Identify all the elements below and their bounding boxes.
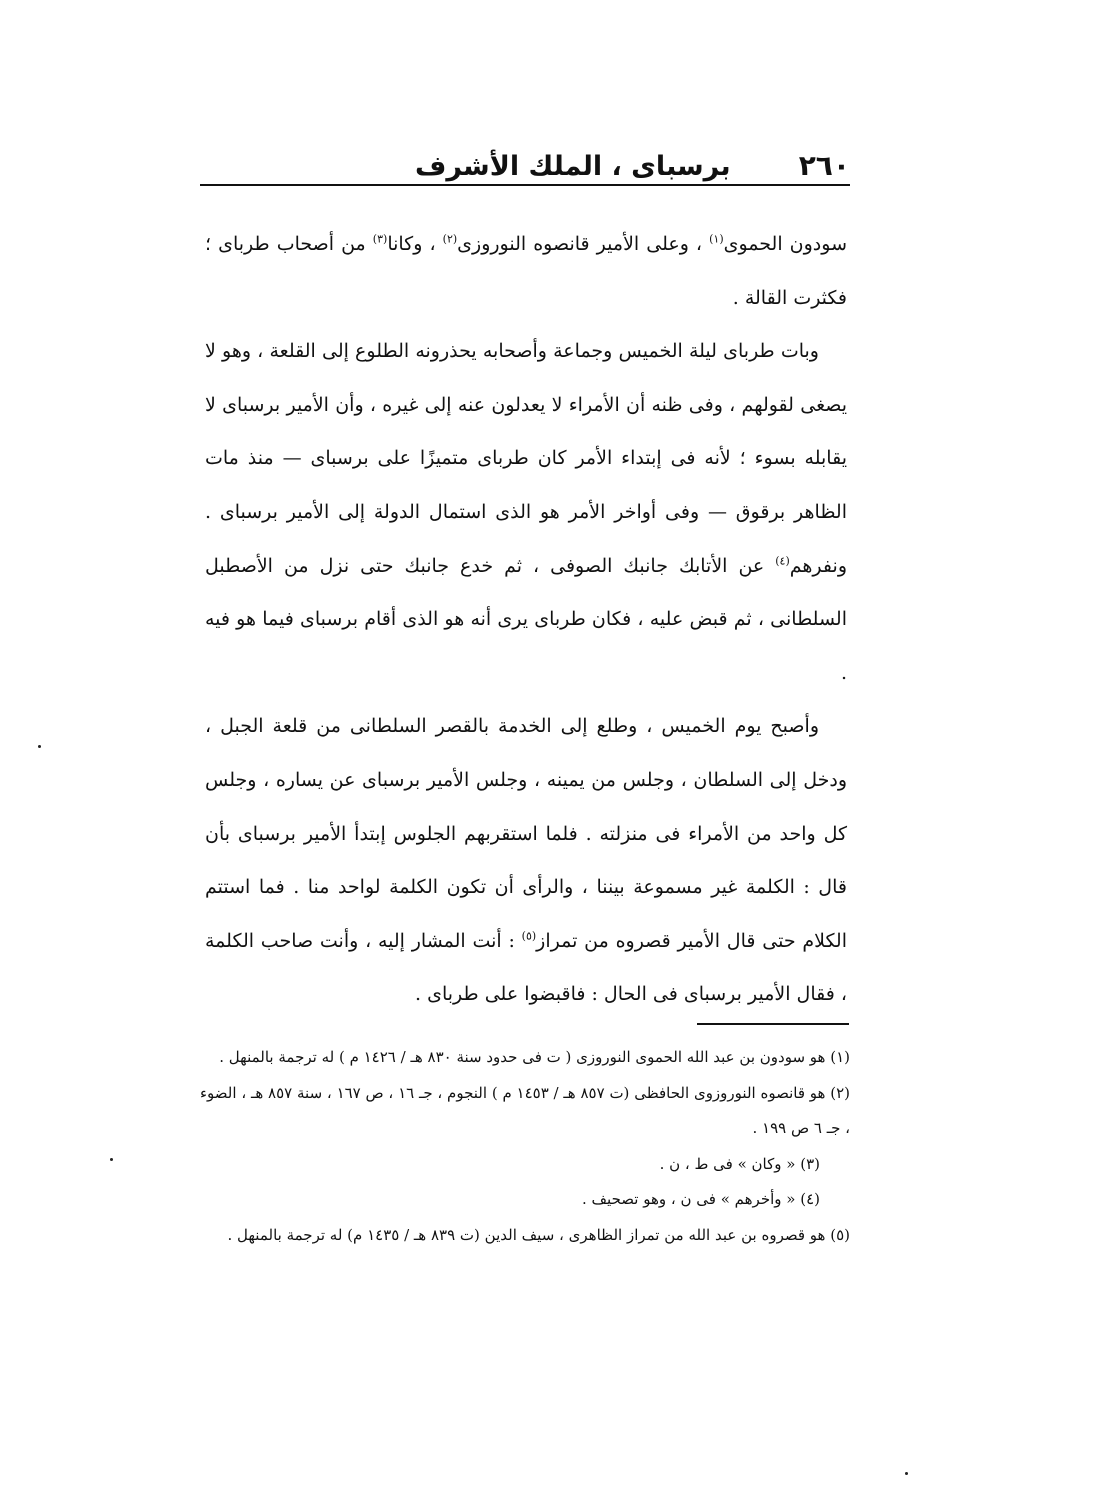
header-rule xyxy=(200,184,850,186)
footnotes xyxy=(200,1040,850,1254)
page-number: ٢٦٠ xyxy=(798,149,850,182)
scan-speck xyxy=(38,745,41,748)
scan-speck xyxy=(110,1158,113,1161)
footnote-3: (٣) « وكان » فى ط ، ن . xyxy=(659,1154,820,1173)
footnote-marker-5: (٥) xyxy=(521,929,537,943)
body-text-span: من أصحاب طرباى ؛ فكثرت القالة . xyxy=(205,233,847,309)
footnote-separator xyxy=(697,1023,849,1025)
footnote-marker-3: (٣) xyxy=(372,232,388,246)
body-text-span: عن الأتابك جانبك الصوفى ، ثم خدع جانبك حتى نزل من الأصطبل السلطانى ، ثم قبض عليه ، فكان طرباى يرى أنه هو الذى أقام برسباى فيما هو فيه . xyxy=(205,554,847,684)
body-text-span: وبات طرباى ليلة الخميس وجماعة وأصحابه يحذرونه الطلوع إلى القلعة ، وهو لا يصغى لقولهم ، وفى ظنه أن الأمراء لا يعدلون عنه إلى غيره ، وأن الأمير برسباى لا يقابله بسوء ؛ لأنه فى إبتداء الأمر كان طرباى متميزًا على برسباى — منذ مات الظاهر برقوق — وفى أواخر الأمر هو الذى استمال الدولة إلى الأمير برسباى . ونفرهم xyxy=(205,340,847,577)
main-text xyxy=(205,218,847,1022)
footnote-marker-4: (٤) xyxy=(775,554,790,568)
footnote-marker-1: (١) xyxy=(709,232,724,246)
running-head: برسباى ، الملك الأشرف xyxy=(415,151,731,182)
body-text-span: ، وكانا xyxy=(387,233,443,255)
body-text-span: سودون الحموى xyxy=(723,233,848,255)
footnote-2: (٢) هو قانصوه النوروزوى الحافظى (ت ٨٥٧ هـ / ١٤٥٣ م ) النجوم ، جـ ١٦ ، ص ١٦٧ ، سنة ٨٥٧ هـ ، الضوء ، جـ ٦ ص ١٩٩ . xyxy=(200,1083,850,1138)
body-text-span: ، وعلى الأمير قانصوه النوروزى xyxy=(457,233,710,255)
footnote-4: (٤) « وأخرهم » فى ن ، وهو تصحيف . xyxy=(581,1190,820,1209)
scan-speck xyxy=(905,1472,908,1475)
page-header xyxy=(200,138,850,182)
paragraph-2 xyxy=(205,325,847,700)
paragraph-1 xyxy=(205,218,847,325)
footnote-1: (١) هو سودون بن عبد الله الحموى النوروزى ( ت فى حدود سنة ٨٣٠ هـ / ١٤٢٦ م ) له ترجمة بالمنهل . xyxy=(219,1048,850,1066)
paragraph-3 xyxy=(205,700,847,1022)
body-text-span: وأصبح يوم الخميس ، وطلع إلى الخدمة بالقصر السلطانى من قلعة الجبل ، ودخل إلى السلطان ، وجلس من يمينه ، وجلس الأمير برسباى عن يساره ، وجلس كل واحد من الأمراء فى منزلته . فلما استقربهم الجلوس إبتدأ الأمير برسباى بأن قال : الكلمة غير مسموعة بيننا ، والرأى أن تكون الكلمة لواحد منا . فما استتم الكلام حتى قال الأمير قصروه من تمراز xyxy=(205,715,847,952)
body-text-span: : أنت المشار إليه ، وأنت صاحب الكلمة ، فقال الأمير برسباى فى الحال : فاقبضوا على طرباى . xyxy=(205,929,847,1006)
footnote-5: (٥) هو قصروه بن عبد الله من تمراز الظاهرى ، سيف الدين (ت ٨٣٩ هـ / ١٤٣٥ م) له ترجمة بالمنهل . xyxy=(227,1225,850,1244)
footnote-marker-2: (٢) xyxy=(442,232,458,246)
